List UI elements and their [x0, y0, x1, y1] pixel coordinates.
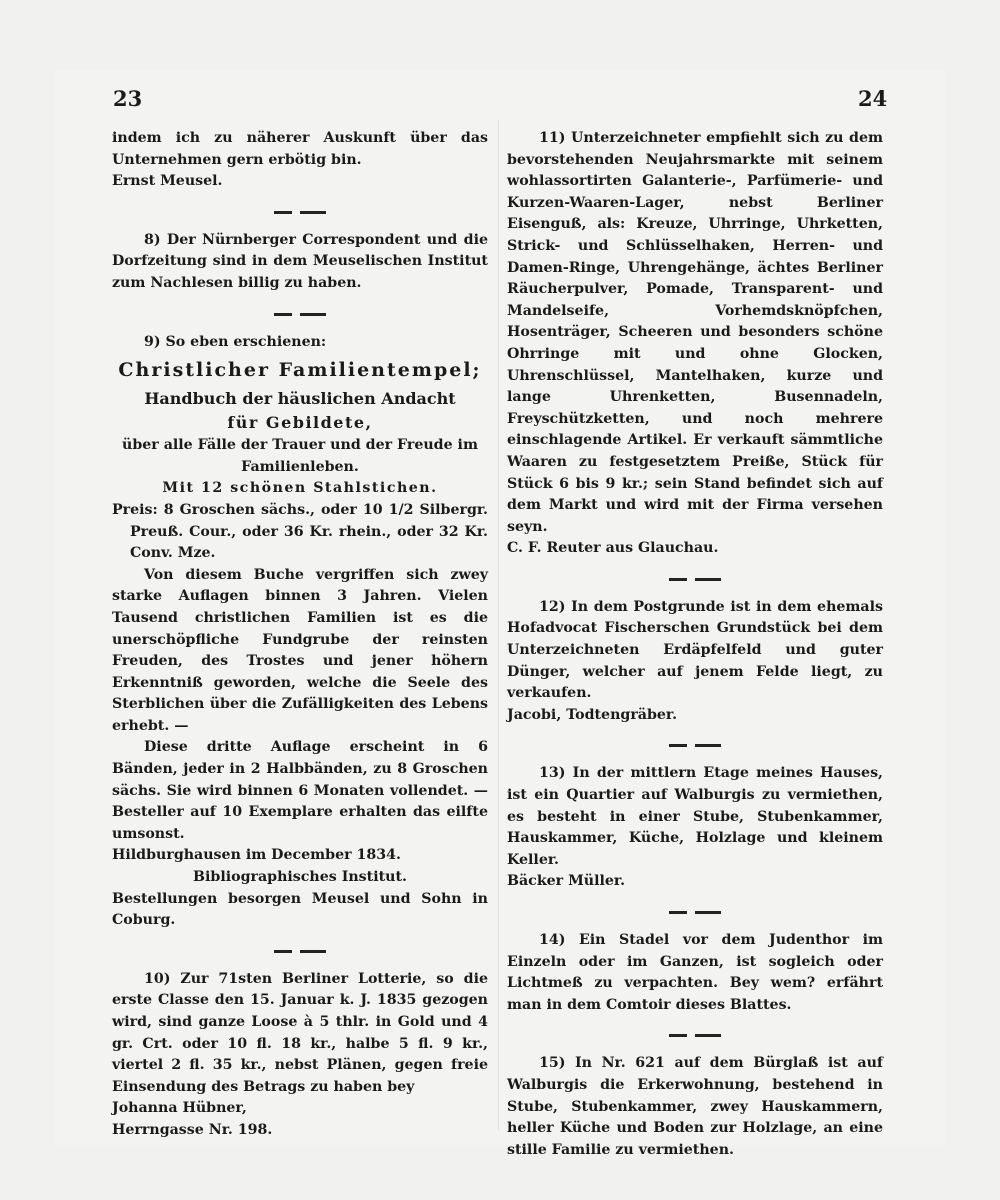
signature-huebner: Johanna Hübner,: [112, 1100, 247, 1117]
book-subtitle-3: über alle Fälle der Trauer und der Freude im Familienleben.: [122, 437, 478, 475]
notice-14: 14) Ein Stadel vor dem Judenthor im Einzeln oder im Ganzen, ist sogleich oder Lichtmeß zu verpachten. Bey wem? erfährt man in dem Comtoir dieses Blattes.: [507, 932, 883, 1013]
notice-15: 15) In Nr. 621 auf dem Bürglaß ist auf Walburgis die Erkerwohnung, bestehend in Stube, Stubenkammer, zwey Hauskammern, heller Küche und Boden zur Holzlage, an eine stille Familie zu vermiethen.: [507, 1055, 883, 1158]
notice-13: 13) In der mittlern Etage meines Hauses, ist ein Quartier auf Walburgis zu vermiethen, es besteht in einer Stube, Stubenkammer, Hauskammer, Küche, Holzlage und kleinem Keller.: [507, 765, 883, 868]
signature-reuter: C. F. Reuter aus Glauchau.: [507, 540, 719, 557]
notice-12: 12) In dem Postgrunde ist in dem ehemals Hofadvocat Fischerschen Grundstück bei dem Unterzeichneten Erdäpfelfeld und guter Dünger, welcher auf jenem Felde liegt, zu verkaufen.: [507, 598, 883, 702]
notice-11: 11) Unterzeichneter empfiehlt sich zu dem bevorstehenden Neujahrsmarkte mit seinem wohlassortirten Galanterie-, Parfümerie- und Kurzen-Waaren-Lager, nebst Berliner Eisenguß, als: Kreuze, Uhrringe, Uhrketten, Strick- und Schlüsselhaken, Herren- und Damen-Ringe, Uhrengehänge, ächtes Berliner Räucherpulver, Pomade, Transparent- und Mandelseife, Vorhemdsknöpfchen, Hosenträger, Scheeren und besonders schöne Ohrringe mit und ohne Glocken, Uhrenschlüssel, Mantelhaken, kurze und lange Uhrenketten, Busennadeln, Freyschützketten, und noch mehrere einschlagende Artikel. Er verkauft sämmtliche Waaren zu festgesetztem Preiße, Stück für Stück 6 bis 9 kr.; sein Stand befindet sich auf dem Markt und wird mit der Firma versehen seyn.: [507, 130, 883, 535]
section-divider: [669, 1034, 721, 1037]
book-publisher: Bibliographisches Institut.: [193, 869, 407, 886]
book-subtitle-2: für Gebildete,: [227, 413, 373, 433]
section-divider: [669, 578, 721, 581]
book-subtitle-1: Handbuch der häuslichen Andacht: [144, 389, 456, 409]
column-gutter: [498, 120, 499, 1130]
book-title: Christlicher Familientempel;: [118, 359, 482, 382]
book-place-date: Hildburghausen im December 1834.: [112, 847, 401, 864]
section-divider: [274, 313, 326, 316]
intro-paragraph: indem ich zu näherer Auskunft über das Unternehmen gern erbötig bin.: [112, 130, 488, 168]
signature-meusel: Ernst Meusel.: [112, 173, 223, 190]
section-divider: [274, 950, 326, 953]
page-number-left: 23: [113, 86, 143, 111]
signature-jacobi: Jacobi, Todtengräber.: [507, 706, 678, 723]
signature-huebner-address: Herrngasse Nr. 198.: [112, 1121, 273, 1138]
book-edition-info: Diese dritte Auflage erscheint in 6 Bänden, jeder in 2 Halbbänden, zu 8 Groschen sächs. Sie wird binnen 6 Monaten vollendet. — Besteller auf 10 Exemplare erhalten das eilfte umsonst.: [112, 739, 488, 842]
section-divider: [669, 744, 721, 747]
signature-mueller: Bäcker Müller.: [507, 873, 626, 890]
notice-8: 8) Der Nürnberger Correspondent und die Dorfzeitung sind in dem Meuselischen Institut zum Nachlesen billig zu haben.: [112, 231, 488, 291]
right-column: [507, 128, 883, 1161]
notice-10: 10) Zur 71sten Berliner Lotterie, so die erste Classe den 15. Januar k. J. 1835 gezogen wird, sind ganze Loose à 5 thlr. in Gold und 4 gr. Crt. oder 10 fl. 18 kr., halbe 5 fl. 9 kr., viertel 2 fl. 35 kr., nebst Plänen, gegen freie Einsendung des Betrags zu haben bey: [112, 970, 488, 1095]
book-subtitle-4: Mit 12 schönen Stahlstichen.: [162, 480, 438, 497]
notice-9-heading: 9) So eben erschienen:: [144, 333, 327, 350]
book-description: Von diesem Buche vergriffen sich zwey starke Auflagen binnen 3 Jahren. Vielen Tausend christlichen Familien ist es die unerschöpfliche Fundgrube der reinsten Freuden, des Trostes und jener höhern Erkenntniß geworden, welche die Seele des Sterblichen über die Zufälligkeiten des Lebens erhebt. —: [112, 566, 488, 734]
section-divider: [669, 911, 721, 914]
left-column: [112, 128, 488, 1142]
section-divider: [274, 211, 326, 214]
book-price: Preis: 8 Groschen sächs., oder 10 1/2 Silbergr. Preuß. Cour., oder 36 Kr. rhein., oder 32 Kr. Conv. Mze.: [112, 501, 488, 562]
page-number-right: 24: [858, 86, 888, 111]
book-orders: Bestellungen besorgen Meusel und Sohn in Coburg.: [112, 890, 488, 929]
